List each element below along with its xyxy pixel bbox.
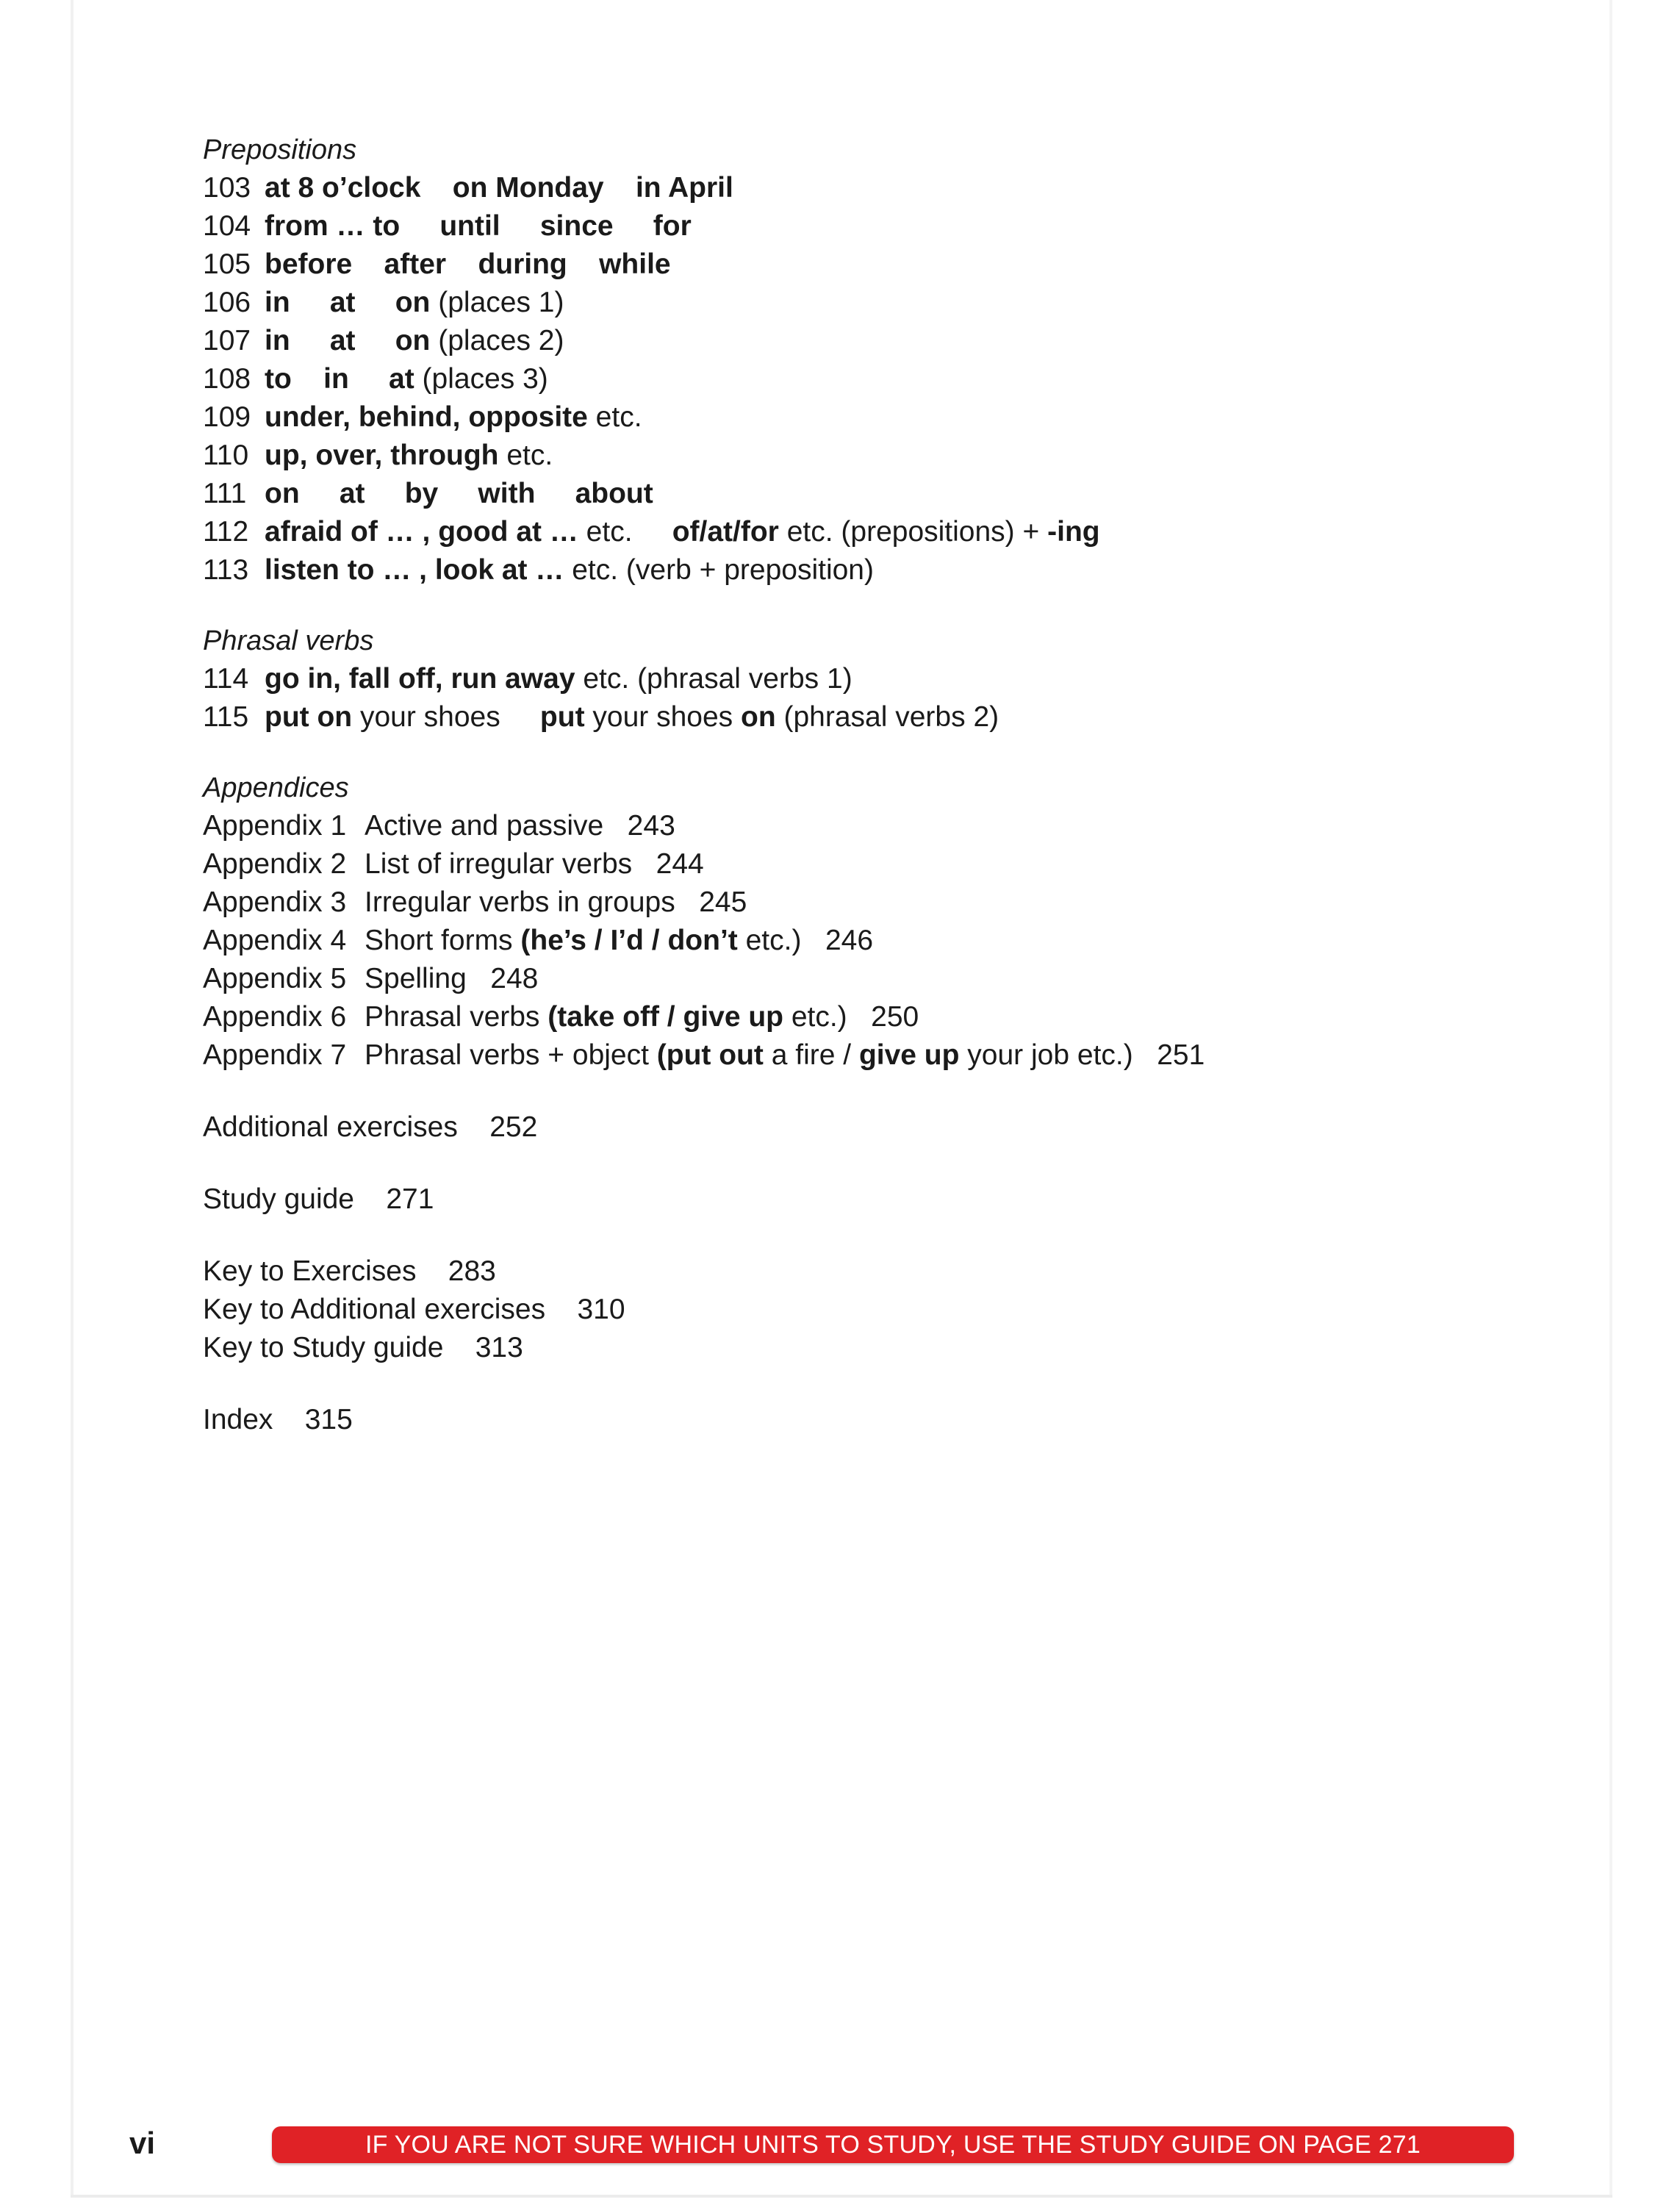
entry-keyword: on Monday — [452, 172, 604, 204]
key-entry[interactable]: Key to Study guide 313 — [203, 1332, 523, 1363]
prepositions-unit-list — [203, 169, 1599, 589]
entry-keyword: with — [478, 478, 536, 509]
entry-keyword: by — [404, 478, 439, 509]
key-entry[interactable]: Key to Additional exercises 310 — [203, 1294, 625, 1325]
entry-text: Irregular verbs in groups 245 — [365, 886, 747, 918]
contents-entry[interactable] — [203, 322, 1599, 360]
unit-number: 111 — [203, 478, 247, 509]
unit-number: 107 — [203, 325, 251, 356]
contents-entry[interactable] — [203, 398, 1599, 437]
spacer — [203, 1147, 1599, 1180]
section-heading-phrasal-verbs: Phrasal verbs — [203, 625, 374, 656]
entry-text: your job etc.) 251 — [959, 1039, 1205, 1071]
entry-keyword: in — [265, 287, 290, 318]
contents-entry[interactable] — [203, 922, 1599, 960]
entry-keyword: at 8 o’clock — [265, 172, 421, 204]
contents-entry[interactable] — [203, 883, 1599, 922]
spacer — [203, 1219, 1599, 1252]
appendix-label: Appendix 2 — [203, 848, 347, 880]
entry-text — [290, 287, 330, 318]
unit-number: 112 — [203, 516, 249, 548]
unit-number: 104 — [203, 210, 251, 242]
contents-entry[interactable] — [203, 660, 1599, 698]
contents-entry[interactable] — [203, 551, 1599, 589]
page-edge — [71, 2195, 1612, 2198]
entry-text: (places 2) — [430, 325, 564, 356]
entry-keyword: go in, fall off, run away — [265, 663, 575, 695]
entry-keyword: -ing — [1047, 516, 1100, 548]
unit-number: 109 — [203, 401, 251, 433]
entry-keyword: up, over, through — [265, 440, 499, 471]
entry-text — [500, 210, 540, 242]
entry-text: a fire / — [763, 1039, 859, 1071]
entry-keyword: about — [575, 478, 653, 509]
entry-text — [352, 248, 384, 280]
entry-text — [446, 248, 478, 280]
appendix-label: Appendix 3 — [203, 886, 347, 918]
entry-text — [400, 210, 439, 242]
entry-text: List of irregular verbs 244 — [365, 848, 704, 880]
entry-keyword: before — [265, 248, 353, 280]
entry-text: etc. (verb + preposition) — [564, 554, 874, 586]
entry-text: Active and passive 243 — [365, 810, 675, 842]
entry-text — [349, 363, 389, 395]
page-number: vi — [129, 2126, 156, 2160]
entry-text: Short forms — [365, 925, 521, 956]
contents-entry[interactable] — [203, 437, 1599, 475]
entry-text — [292, 363, 323, 395]
entry-text — [420, 172, 452, 204]
contents-entry[interactable] — [203, 1036, 1599, 1075]
unit-number: 110 — [203, 440, 249, 471]
entry-keyword: at — [329, 325, 356, 356]
entry-keyword: in April — [635, 172, 733, 204]
unit-number: 106 — [203, 287, 251, 318]
contents-entry[interactable] — [203, 998, 1599, 1036]
entry-text: Phrasal verbs + object — [365, 1039, 657, 1071]
entry-keyword: at — [389, 363, 414, 395]
contents-entry[interactable] — [203, 207, 1599, 245]
unit-number: 103 — [203, 172, 251, 204]
entry-keyword: to — [265, 363, 292, 395]
entry-keyword: at — [339, 478, 365, 509]
section-heading-prepositions: Prepositions — [203, 135, 357, 165]
entry-text — [535, 478, 575, 509]
spacer — [203, 1075, 1599, 1108]
contents-entry[interactable] — [203, 698, 1599, 736]
study-guide-entry[interactable]: Study guide 271 — [203, 1183, 434, 1215]
entry-text: your shoes — [584, 701, 742, 733]
appendix-label: Appendix 6 — [203, 1001, 347, 1033]
entry-keyword: on — [395, 287, 431, 318]
contents-list — [203, 131, 1599, 1439]
study-guide-banner: IF YOU ARE NOT SURE WHICH UNITS TO STUDY, USE THE STUDY GUIDE ON PAGE 271 — [272, 2126, 1514, 2163]
appendix-label: Appendix 5 — [203, 963, 347, 994]
entry-text: (phrasal verbs 2) — [775, 701, 999, 733]
entry-keyword: after — [384, 248, 447, 280]
page-edge — [1609, 0, 1612, 2198]
entry-text — [365, 478, 405, 509]
entry-keyword: while — [599, 248, 671, 280]
entry-keyword: from … to — [265, 210, 401, 242]
entry-text: etc. — [587, 401, 642, 433]
spacer — [203, 736, 1599, 769]
contents-entry[interactable] — [203, 807, 1599, 845]
appendix-label: Appendix 1 — [203, 810, 347, 842]
appendix-label: Appendix 7 — [203, 1039, 347, 1071]
page-edge — [71, 0, 73, 2198]
entry-keyword: in — [323, 363, 349, 395]
phrasal-verbs-unit-list — [203, 660, 1599, 736]
contents-entry[interactable] — [203, 169, 1599, 207]
entry-keyword: during — [478, 248, 567, 280]
spacer — [203, 589, 1599, 622]
appendix-list — [203, 807, 1599, 1075]
entry-keyword: under, behind, opposite — [265, 401, 588, 433]
contents-entry[interactable] — [203, 845, 1599, 883]
entry-text: (places 1) — [430, 287, 564, 318]
entry-text — [290, 325, 330, 356]
entry-keyword: at — [329, 287, 356, 318]
entry-text: Phrasal verbs — [365, 1001, 548, 1033]
entry-keyword: (he’s / I’d / don’t — [520, 925, 738, 956]
additional-exercises-entry[interactable]: Additional exercises 252 — [203, 1111, 538, 1143]
entry-text — [438, 478, 478, 509]
entry-keyword: on — [395, 325, 431, 356]
entry-keyword: (take off / give up — [548, 1001, 783, 1033]
entry-text: Spelling 248 — [365, 963, 539, 994]
entry-text — [356, 325, 395, 356]
contents-entry[interactable] — [203, 245, 1599, 284]
entry-keyword: for — [653, 210, 692, 242]
section-heading-appendices: Appendices — [203, 772, 349, 803]
key-entry[interactable]: Key to Exercises 283 — [203, 1255, 496, 1287]
entry-keyword: of/at/for — [672, 516, 779, 548]
appendix-label: Appendix 4 — [203, 925, 347, 956]
entry-text: etc. (phrasal verbs 1) — [575, 663, 852, 695]
entry-keyword: until — [439, 210, 500, 242]
unit-number: 108 — [203, 363, 251, 395]
entry-text: etc. (prepositions) + — [778, 516, 1048, 548]
index-entry[interactable]: Index 315 — [203, 1404, 353, 1435]
entry-keyword: since — [539, 210, 614, 242]
entry-text — [356, 287, 395, 318]
unit-number: 105 — [203, 248, 251, 280]
entry-text — [567, 248, 599, 280]
entry-keyword: put — [539, 701, 585, 733]
entry-keyword: put on — [265, 701, 353, 733]
unit-number: 115 — [203, 701, 249, 733]
entry-keyword: (put out — [656, 1039, 764, 1071]
entry-keyword: on — [741, 701, 776, 733]
contents-entry[interactable] — [203, 475, 1599, 513]
entry-keyword: give up — [858, 1039, 960, 1071]
entry-keyword: listen to … , look at … — [265, 554, 564, 586]
entry-text — [300, 478, 340, 509]
entry-text — [604, 172, 636, 204]
entry-text: etc. — [578, 516, 672, 548]
entry-text: your shoes — [352, 701, 540, 733]
spacer — [203, 1367, 1599, 1401]
entry-keyword: afraid of … , good at … — [265, 516, 578, 548]
contents-entry[interactable] — [203, 360, 1599, 398]
entry-text: etc. — [498, 440, 553, 471]
unit-number: 113 — [203, 554, 249, 586]
unit-number: 114 — [203, 663, 249, 695]
entry-keyword: on — [265, 478, 300, 509]
entry-text: etc.) 250 — [783, 1001, 919, 1033]
contents-entry[interactable] — [203, 513, 1599, 551]
contents-entry[interactable] — [203, 960, 1599, 998]
entry-text: (places 3) — [414, 363, 548, 395]
entry-text — [614, 210, 653, 242]
contents-entry[interactable] — [203, 284, 1599, 322]
entry-text: etc.) 246 — [737, 925, 874, 956]
entry-keyword: in — [265, 325, 290, 356]
